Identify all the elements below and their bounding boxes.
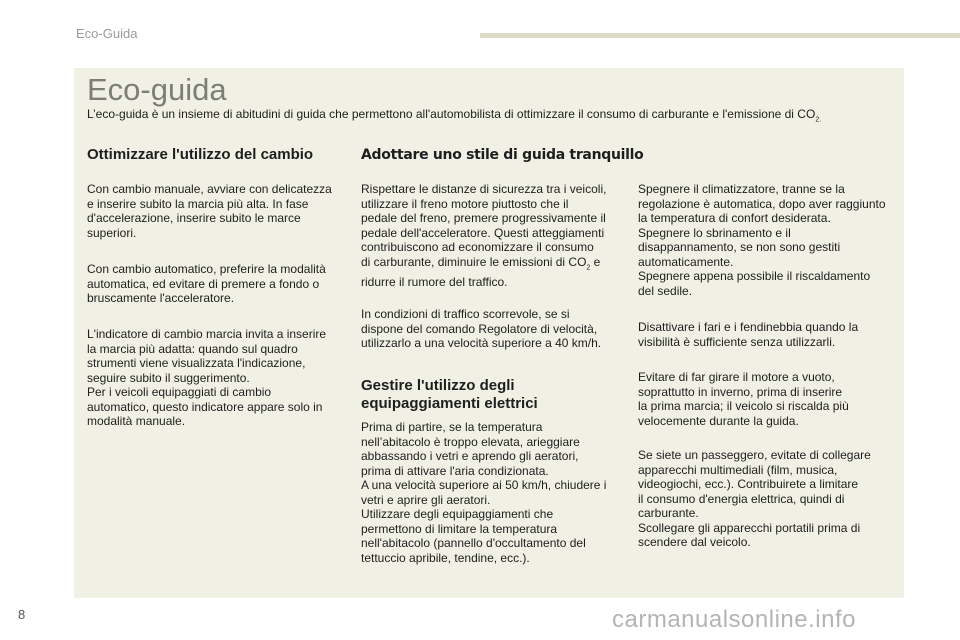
left-paragraph-3: [87, 327, 352, 429]
page-title: Eco-guida: [87, 72, 227, 107]
intro-text: [87, 107, 821, 127]
right-paragraph-2: [638, 320, 900, 349]
middle-paragraph-2-text: In condizioni di traffico scorrevole, se si dispone del comando Regolatore di velocità, utilizzarlo a una velocità superiore a 40 km/h.: [361, 307, 602, 350]
middle-p1-after: e ridurre il rumore del traffico.: [361, 254, 601, 290]
intro-subscript: 2.: [815, 116, 822, 124]
right-paragraph-3-text: Evitare di far girare il motore a vuoto, soprattutto in inverno, prima di inserire la prima marcia; il veicolo si riscalda più velocemente durante la guida.: [638, 370, 849, 428]
left-paragraph-3-text: L'indicatore di cambio marcia invita a inserire la marcia più adatta: quando sul quadro strumenti viene visualizzata l'indicazione, seguire subito il suggerimento. Per i veicoli equipaggiati di cambio automatico, questo indicatore appare solo in modalità manuale.: [87, 327, 327, 428]
right-paragraph-1: [638, 182, 900, 298]
right-paragraph-3: [638, 370, 900, 428]
header-rule: [480, 33, 960, 38]
middle-paragraph-3: [361, 420, 626, 565]
middle-paragraph-1: [361, 182, 626, 290]
heading-driving-style: Adottare uno stile di guida tranquillo: [361, 147, 644, 163]
middle-paragraph-3-text: Prima di partire, se la temperatura nell’abitacolo è troppo elevata, arieggiare abbassando i vetri e aprendo gli aeratori, prima di attivare l'aria condizionata. A una velocità superiore ai 50 km/h, chiudere i vetri e aprire gli aeratori. Utilizzare degli equipaggiamenti che permettono di limitare la temperatura nell'abitacolo (pannello d'occultamento del tettuccio apribile, tendine, ecc.).: [361, 420, 607, 565]
right-paragraph-4-text: Se siete un passeggero, evitate di collegare apparecchi multimediali (film, musica, videogiochi, ecc.). Contribuirete a limitare il consumo d'energia elettrica, quindi di carburante. Scollegare gli apparecchi portatili prima di scendere dal veicolo.: [638, 448, 871, 549]
heading-gearbox: Ottimizzare l'utilizzo del cambio: [87, 146, 314, 163]
heading-electrical-equipment: Gestire l'utilizzo degli equipaggiamenti elettrici: [361, 377, 538, 412]
watermark: carmanualsonline.info: [612, 606, 856, 633]
running-header: Eco-Guida: [76, 26, 138, 41]
right-paragraph-4: [638, 448, 900, 550]
left-paragraph-2: [87, 262, 352, 306]
page-number: 8: [18, 607, 26, 622]
intro-main: L’eco-guida è un insieme di abitudini di guida che permettono all'automobilista di ottimizzare il consumo di carburante e l'emissione di CO: [87, 107, 816, 121]
middle-p1-before: Rispettare le distanze di sicurezza tra i veicoli, utilizzare il freno motore piuttosto che il pedale del freno, premere progressivamente il pedale dell'acceleratore. Questi atteggiamenti contribuiscono ad economizzare il consumo di carburante, diminuire le emissioni di CO: [361, 182, 607, 269]
left-paragraph-1: [87, 182, 352, 240]
left-paragraph-1-text: Con cambio manuale, avviare con delicatezza e inserire subito la marcia più alta. In fase d'accelerazione, inserire subito le marce superiori.: [87, 182, 332, 240]
middle-p1-subscript: 2: [586, 263, 591, 271]
middle-paragraph-1-text: [361, 182, 626, 290]
right-paragraph-2-text: Disattivare i fari e i fendinebbia quando la visibilità è sufficiente senza utilizzarli.: [638, 320, 859, 349]
right-paragraph-1-text: Spegnere il climatizzatore, tranne se la regolazione è automatica, dopo aver raggiunto la temperatura di confort desiderata. Spegnere lo sbrinamento e il disappannamento, se non sono gestiti automaticamente. Spegnere appena possibile il riscaldamento del sedile.: [638, 182, 886, 298]
middle-paragraph-2: [361, 307, 626, 351]
left-paragraph-2-text: Con cambio automatico, preferire la modalità automatica, ed evitare di premere a fondo o bruscamente l'acceleratore.: [87, 262, 326, 305]
